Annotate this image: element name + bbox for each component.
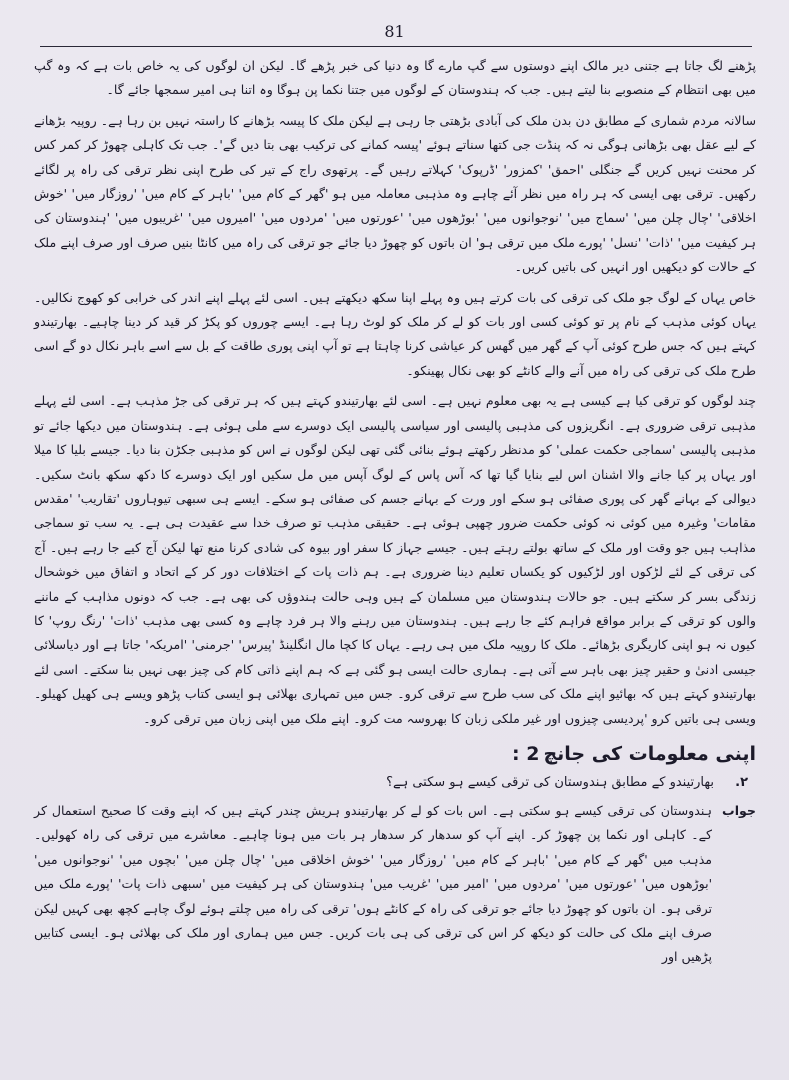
document-body: [34, 54, 756, 970]
paragraph-2: سالانہ مردم شماری کے مطابق دن بدن ملک کی آبادی بڑھتی جا رہی ہے لیکن ملک کا پیسہ بڑھانے کا راستہ نہیں بن رہا ہے۔ روپیہ بڑھانے کے لیے عقل بھی بڑھانی ہوگی نہ کہ پنڈت جی کتھا سناتے ہوئے 'پیسہ کمانے کی ترکیب بھی بتا دیں گے'۔ جب تک کاہلی چھوڑ کر کمر کس کر محنت نہیں کریں گے جنگلی 'احمق' 'کمزور' 'ڈرپوک' کہلاتے رہیں گے۔ پرتھوی راج کے تیر کی طرح اپنی نظر ترقی کی راہ پر لگائے رکھیں۔ ترقی بھی ایسی کہ ہر راہ میں نظر آئے چاہے وہ مذہبی معاملہ میں ہو 'گھر کے کام میں' 'باہر کے کام میں' 'روزگار میں' 'خوش اخلاقی' 'چال چلن میں' 'سماج میں' 'نوجوانوں میں' 'بوڑھوں میں' 'عورتوں میں' 'مردوں میں' 'امیروں میں' 'غریبوں میں' 'ہندوستان کی ہر کیفیت میں' 'ذات' 'نسل' 'پورے ملک میں ترقی ہو' ان باتوں کو چھوڑ دیا جائے جو ترقی کی راہ میں کانٹا بنیں صرف اور صرف اپنے ملک کے حالات کو دیکھیں اور انہیں کی باتیں کریں۔: [34, 112, 756, 275]
question-number: ۲.: [735, 774, 748, 790]
answer-label: جواب: [722, 802, 756, 818]
paragraph-3: خاص یہاں کے لوگ جو ملک کی ترقی کی بات کرتے ہیں وہ پہلے اپنا سکھ دیکھتے ہیں۔ اسی لئے پہلے اپنے اندر کی خرابی کو کھوج نکالیں۔ یہاں کوئی مذہب کے نام پر تو کوئی کسی اور بات کو لے کر ملک کو لوٹ رہا ہے۔ ایسے چوروں کو پکڑ کر قید کر دینا چاہیے۔ بھارتیندو کہتے ہیں کہ جس طرح کوئی آپ کے گھر میں گھس کر عیاشی کرنا چاہتا ہے تو آپ اپنی پوری طاقت کے بل سے اسے باہر نکال دو گے اسی طرح ملک کی ترقی کی راہ میں آنے والے کانٹے کو بھی نکال پھینکو۔: [34, 289, 756, 378]
answer-text: ہندوستان کی ترقی کیسے ہو سکتی ہے۔ اس بات کو لے کر بھارتیندو ہریش چندر کہتے ہیں کہ اپنے وقت کا صحیح استعمال کر کے۔ کاہلی اور نکما پن چھوڑ کر۔ اپنے آپ کو سدھار کر سدھار ہر بات میں ہونا چاہیے۔ معاشرے میں ترقی کی راہ کھولیں۔ مذہب میں 'گھر کے کام میں' 'باہر کے کام میں' 'روزگار میں' 'خوش اخلاقی میں' 'چال چلن میں' 'بچوں میں' 'نوجوانوں میں' 'بوڑھوں میں' 'عورتوں میں' 'مردوں میں' 'امیر میں' 'غریب میں' ہندوستان کی ہر کیفیت میں 'سبھی ذات پات' 'پورے ملک میں ترقی ہو۔ ان باتوں کو چھوڑ دیا جائے جو ترقی کی راہ کے کانٹے ہوں' ترقی کی راہ میں چلتے ہوئے لوگ چاہے کچھ بھی کہیں لیکن صرف اپنے ملک کی حالت کو دیکھ کر اس کی ترقی کی ہی بات کریں۔ جس میں ہماری اور ملک کی بھلائی ہو۔ ایسی کتابیں پڑھیں اور: [34, 802, 713, 965]
section-number: 2 :: [512, 742, 540, 765]
answer: [34, 799, 756, 970]
question-text: بھارتیندو کے مطابق ہندوستان کی ترقی کیسے ہو سکتی ہے؟: [386, 774, 714, 790]
paragraph-1: پڑھنے لگ جاتا ہے جتنی دیر مالک اپنے دوستوں سے گپ مارے گا وہ دنیا کی خبر پڑھے گا۔ لیکن ان لوگوں کی یہ خاص بات ہے کہ وہ گپ میں بھی انتظام کے منصوبے بنا لیتے ہیں۔ جب کہ ہندوستان کے لوگوں میں جتنا نکما پن ہوگا وہ اتنا ہی امیر سمجھا جائے گا۔: [34, 58, 756, 98]
section-title: اپنی معلومات کی جانچ: [543, 742, 756, 765]
section-heading: [34, 739, 756, 769]
page-number: 81: [384, 22, 405, 41]
question: [34, 771, 756, 795]
header-rule: [40, 46, 752, 47]
paragraph-4: چند لوگوں کو ترقی کیا ہے کیسی ہے یہ بھی معلوم نہیں ہے۔ اسی لئے بھارتیندو کہتے ہیں کہ ہر ترقی کی جڑ مذہب ہے۔ اسی لئے پہلے مذہبی ترقی ضروری ہے۔ انگریزوں کی مذہبی پالیسی اور سیاسی پالیسی ایک دوسرے سے ملی ہوئی ہے۔ ہندوستان میں دیکھا جائے تو مذہبی پالیسی 'سماجی حکمت عملی' کو مدنظر رکھتے ہوئے بنائی گئی تھی لیکن لوگوں نے اس کو مذہبی جکڑن بنا دیا۔ جیسے بلیا کا میلا اور یہاں پر کیا جانے والا اشنان اس لیے بنایا گیا تھا کہ آس پاس کے لوگ آپس میں مل سکیں اور ایک دوسرے کا دکھ سکھ بانٹ سکیں۔ دیوالی کے بہانے گھر کی پوری صفائی ہو سکے اور ورت کے بہانے جسم کی صفائی ہو سکے۔ ایسے ہی سبھی تیوہاروں 'تقاریب' 'مقدس مقامات' وغیرہ میں کوئی نہ کوئی حکمت ضرور چھپی ہوئی ہے۔ حقیقی مذہب تو صرف خدا سے عقیدت ہی ہے۔ یہ سب تو سماجی مذاہب ہیں جو وقت اور ملک کے ساتھ بولتے رہتے ہیں۔ جیسے جہاز کا سفر اور بیوہ کی شادی کرنا منع تھا لیکن آج کیے جا رہے ہیں۔ آج کی ترقی کے لئے لڑکوں اور لڑکیوں کو یکساں تعلیم دینا ضروری ہے۔ ہم ذات پات کے اختلافات دور کر کے اتحاد و اتفاق میں خوشحال زندگی بسر کر سکتے ہیں۔ جو حالات ہندوستان میں مسلمان کے ہیں وہی حالت ہندوؤں کی بھی ہے۔ جب کہ دونوں مذاہب کے ماننے والوں کو ترقی کے برابر مواقع فراہم کئے جا رہے ہیں۔ ہندوستان میں رہنے والا ہر فرد چاہے وہ کسی بھی مذہب 'ذات' 'رنگ روپ' کا کیوں نہ ہو اپنی کاریگری بڑھائے۔ ملک کا روپیہ ملک میں ہی رہے۔ یہاں کا کچا مال انگلینڈ 'پیرس' 'جرمنی' 'امریکہ' جاتا ہے اور دیاسلائی جیسی ادنیٰ و حقیر چیز بھی باہر سے آتی ہے۔ ہماری حالت ایسی ہو گئی ہے کہ ہم اپنے ذاتی کام کی چیز بھی نہیں بنا سکتے۔ اسی لئے بھارتیندو کہتے ہیں کہ بھائیو اپنے ملک کی سب طرح سے ترقی کرو۔ جس میں تمہاری بھلائی ہو ایسی کتاب پڑھو ویسے ہی کھیل کھیلو۔ ویسی ہی باتیں کرو 'پردیسی چیزوں اور غیر ملکی زبان کا بھروسہ مت کرو۔ اپنے ملک میں اپنی زبان میں ترقی کرو۔: [34, 393, 756, 726]
